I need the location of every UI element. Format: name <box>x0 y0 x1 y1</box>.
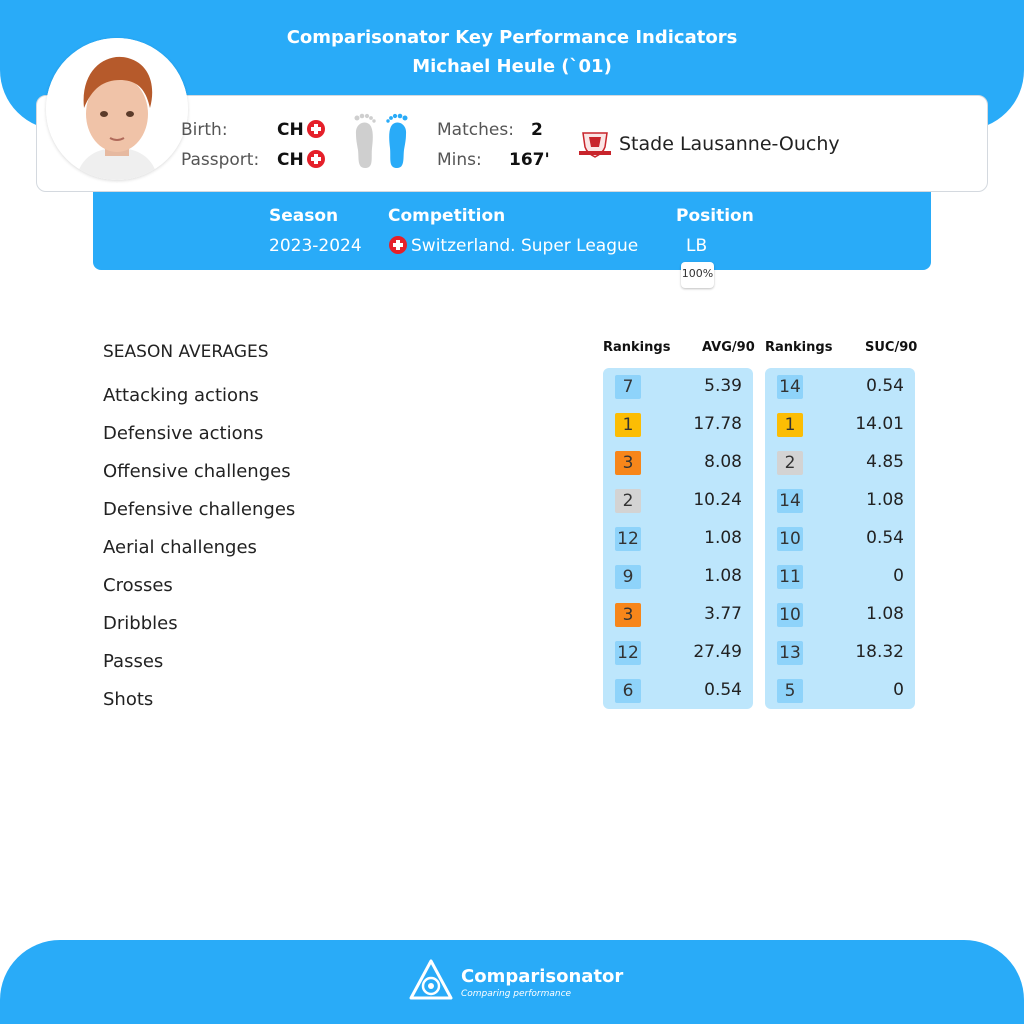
ranking-avg-badge: 1 <box>615 413 641 437</box>
suc90-value: 14.01 <box>855 414 904 434</box>
ranking-avg-badge: 3 <box>615 603 641 627</box>
ranking-avg-badge: 12 <box>615 641 641 665</box>
ranking-avg-badge: 7 <box>615 375 641 399</box>
avg90-value: 8.08 <box>704 452 742 472</box>
col-header-avg90: AVG/90 <box>702 340 755 355</box>
ranking-suc-badge: 14 <box>777 489 803 513</box>
stat-label: Shots <box>103 689 154 710</box>
col-header-suc90: SUC/90 <box>865 340 918 355</box>
feet-icon <box>350 112 412 172</box>
ranking-avg-badge: 3 <box>615 451 641 475</box>
ranking-suc-badge: 1 <box>777 413 803 437</box>
stat-label: Dribbles <box>103 613 178 634</box>
suc90-value: 0 <box>893 680 904 700</box>
suc90-value: 4.85 <box>866 452 904 472</box>
birth-label: Birth: <box>181 120 228 140</box>
footer-brand: Comparisonator <box>461 966 624 987</box>
player-name: Michael Heule (`01) <box>412 56 612 77</box>
suc90-value: 1.08 <box>866 490 904 510</box>
avg90-value: 17.78 <box>693 414 742 434</box>
ranking-suc-badge: 13 <box>777 641 803 665</box>
page-title: Comparisonator Key Performance Indicators <box>286 27 738 48</box>
ranking-avg-badge: 2 <box>615 489 641 513</box>
ranking-suc-badge: 10 <box>777 603 803 627</box>
ranking-suc-badge: 2 <box>777 451 803 475</box>
swiss-flag-icon <box>307 120 325 138</box>
ranking-avg-badge: 6 <box>615 679 641 703</box>
mins-value: 167' <box>509 150 550 170</box>
ranking-avg-badge: 9 <box>615 565 641 589</box>
ranking-suc-badge: 5 <box>777 679 803 703</box>
suc90-value: 1.08 <box>866 604 904 624</box>
stat-label: Offensive challenges <box>103 461 291 482</box>
stat-label: Passes <box>103 651 164 672</box>
season-band <box>93 192 931 270</box>
avg90-value: 5.39 <box>704 376 742 396</box>
season-label: Season <box>269 206 339 226</box>
matches-value: 2 <box>531 120 543 140</box>
suc90-value: 18.32 <box>855 642 904 662</box>
comparisonator-logo-icon <box>408 958 454 1004</box>
passport-label: Passport: <box>181 150 260 170</box>
stat-label: Crosses <box>103 575 173 596</box>
season-value: 2023-2024 <box>269 236 362 256</box>
swiss-flag-icon <box>307 150 325 168</box>
matches-label: Matches: <box>437 120 514 140</box>
ranking-suc-badge: 10 <box>777 527 803 551</box>
ranking-suc-badge: 11 <box>777 565 803 589</box>
avg90-value: 1.08 <box>704 528 742 548</box>
ranking-avg-badge: 12 <box>615 527 641 551</box>
suc90-value: 0.54 <box>866 376 904 396</box>
avg90-value: 1.08 <box>704 566 742 586</box>
footer-tagline: Comparing performance <box>461 989 572 999</box>
avg90-value: 27.49 <box>693 642 742 662</box>
competition-label: Competition <box>388 206 506 226</box>
suc90-value: 0.54 <box>866 528 904 548</box>
stat-label: Defensive challenges <box>103 499 296 520</box>
stat-label: Defensive actions <box>103 423 264 444</box>
col-header-rankings-suc: Rankings <box>765 340 833 355</box>
birth-value: CH <box>277 120 325 140</box>
mins-label: Mins: <box>437 150 482 170</box>
avg90-value: 10.24 <box>693 490 742 510</box>
passport-value: CH <box>277 150 325 170</box>
position-percentage-badge: 100% <box>681 262 714 288</box>
season-averages-title: SEASON AVERAGES <box>103 342 269 362</box>
player-photo <box>46 38 188 180</box>
club-name: Stade Lausanne-Ouchy <box>619 133 840 155</box>
suc90-value: 0 <box>893 566 904 586</box>
club-crest-icon <box>577 129 613 159</box>
stat-label: Attacking actions <box>103 385 259 406</box>
position-value: LB <box>686 236 708 256</box>
swiss-flag-icon <box>389 236 407 254</box>
avg90-value: 3.77 <box>704 604 742 624</box>
ranking-suc-badge: 14 <box>777 375 803 399</box>
avg90-value: 0.54 <box>704 680 742 700</box>
col-header-rankings-avg: Rankings <box>603 340 671 355</box>
stat-label: Aerial challenges <box>103 537 257 558</box>
competition-value: Switzerland. Super League <box>389 236 638 256</box>
position-label: Position <box>676 206 754 226</box>
